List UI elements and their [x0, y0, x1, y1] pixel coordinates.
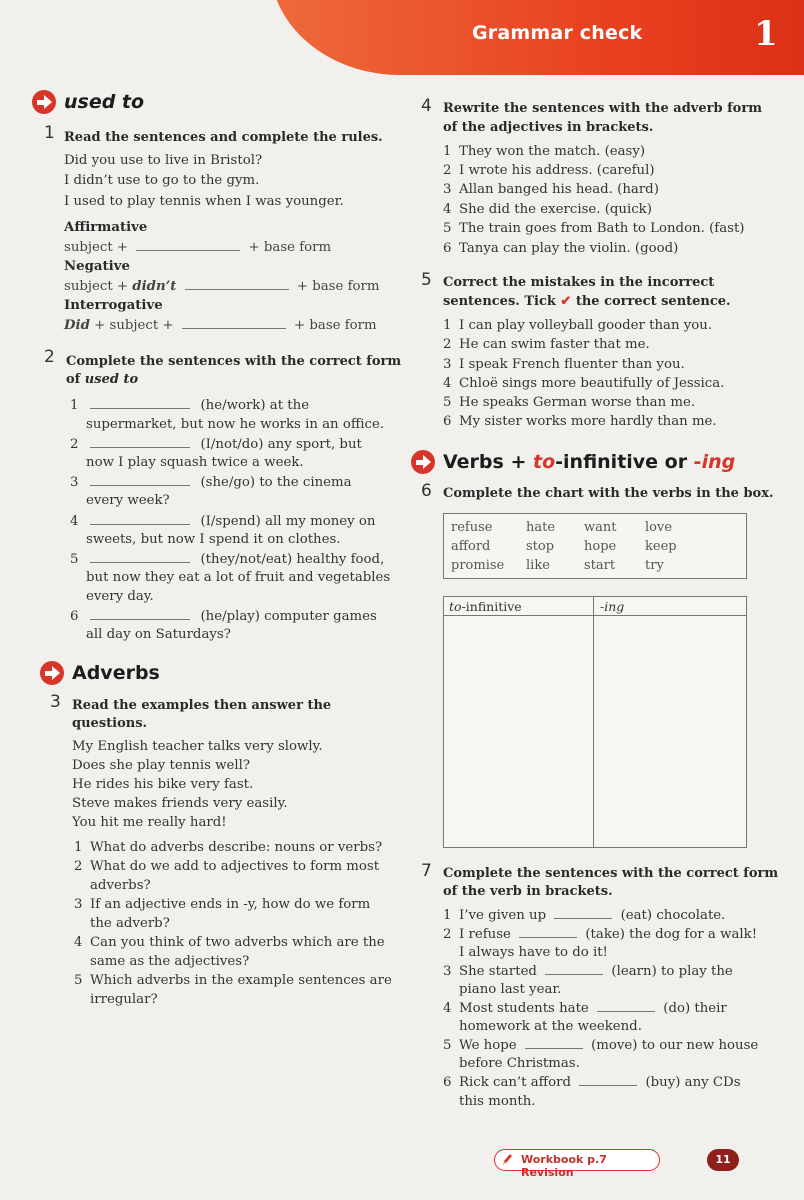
list-item: 4 Can you think of two adverbs which are the [74, 935, 385, 950]
page-title: Grammar check [472, 22, 643, 44]
list-item: 5 (they/not/eat) healthy food, [70, 552, 385, 567]
list-item: 2 What do we add to adjectives to form most [74, 859, 380, 874]
answer-blank[interactable] [525, 1037, 583, 1049]
list-item-cont: every week? [86, 493, 170, 508]
list-item-cont: homework at the weekend. [459, 1019, 642, 1034]
verb-word[interactable]: promise [451, 558, 505, 573]
example-line: You hit me really hard! [72, 815, 227, 830]
verb-box [443, 513, 747, 579]
answer-blank[interactable] [554, 907, 612, 919]
example-line: I used to play tennis when I was younger. [64, 194, 344, 209]
question-number: 2 [44, 347, 55, 367]
tick-icon: ✔ [560, 294, 572, 309]
unit-number: 1 [754, 14, 778, 54]
question-instruction: Correct the mistakes in the incorrect [443, 275, 715, 290]
list-item: 6 My sister works more hardly than me. [443, 414, 717, 429]
list-item: 1 They won the match. (easy) [443, 144, 646, 159]
verb-word[interactable]: love [645, 520, 673, 535]
list-item: 3 If an adjective ends in -y, how do we form [74, 897, 371, 912]
list-item: 1 I’ve given up (eat) chocolate. [443, 908, 726, 923]
example-line: My English teacher talks very slowly. [72, 739, 323, 754]
example-line: Did you use to live in Bristol? [64, 153, 263, 168]
question-instruction: Read the examples then answer the [72, 698, 332, 713]
verb-word[interactable]: want [584, 520, 617, 535]
question-instruction: sentences. Tick ✔ the correct sentence. [443, 294, 731, 309]
list-item: 4 She did the exercise. (quick) [443, 202, 652, 217]
list-item-cont: before Christmas. [459, 1056, 580, 1071]
list-item-cont: but now they eat a lot of fruit and vegetables [86, 570, 391, 585]
question-instruction: Complete the sentences with the correct form [66, 354, 402, 369]
rule-affirmative: subject + + base form [64, 240, 332, 255]
answer-blank[interactable] [182, 317, 286, 329]
answer-blank[interactable] [90, 551, 190, 563]
arrow-icon [411, 450, 435, 474]
list-item: 6 (he/play) computer games [70, 609, 377, 624]
answer-blank[interactable] [90, 474, 190, 486]
list-item: 5 He speaks German worse than me. [443, 395, 696, 410]
list-item: 1 (he/work) at the [70, 398, 310, 413]
question-number: 6 [421, 481, 432, 501]
list-item-cont: irregular? [90, 992, 158, 1007]
verb-chart-table [443, 596, 747, 848]
workbook-reference[interactable]: Workbook p.7 Revision [494, 1149, 660, 1171]
chart-cell-ing[interactable] [594, 617, 747, 848]
list-item: 4 (I/spend) all my money on [70, 514, 376, 529]
list-item: 4 Chloë sings more beautifully of Jessica. [443, 376, 725, 391]
verb-word[interactable]: afford [451, 539, 491, 554]
list-item: 4 Most students hate (do) their [443, 1001, 727, 1016]
list-item: 5 The train goes from Bath to London. (fast) [443, 221, 745, 236]
question-instruction: of the verb in brackets. [443, 884, 613, 899]
list-item-cont: I always have to do it! [459, 945, 608, 960]
answer-blank[interactable] [579, 1074, 637, 1086]
section-heading-verbs: Verbs + to -infinitive or -ing [411, 450, 735, 474]
example-line: He rides his bike very fast. [72, 777, 254, 792]
arrow-icon [40, 661, 64, 685]
list-item: 3 (she/go) to the cinema [70, 475, 352, 490]
question-number: 4 [421, 96, 432, 116]
verb-word[interactable]: stop [526, 539, 555, 554]
list-item: 6 Rick can’t afford (buy) any CDs [443, 1075, 741, 1090]
list-item-cont: piano last year. [459, 982, 562, 997]
list-item-cont: every day. [86, 589, 154, 604]
verb-word[interactable]: start [584, 558, 616, 573]
list-item: 6 Tanya can play the violin. (good) [443, 241, 679, 256]
rule-label-negative: Negative [64, 259, 130, 274]
list-item: 2 (I/not/do) any sport, but [70, 437, 362, 452]
answer-blank[interactable] [519, 926, 577, 938]
verb-word[interactable]: hate [526, 520, 556, 535]
page-number: 11 [707, 1149, 739, 1171]
answer-blank[interactable] [136, 239, 240, 251]
question-instruction: of used to [66, 372, 139, 387]
verb-word[interactable]: refuse [451, 520, 493, 535]
list-item-cont: all day on Saturdays? [86, 627, 231, 642]
list-item-cont: sweets, but now I spend it on clothes. [86, 532, 341, 547]
rule-negative: subject + didn’t + base form [64, 279, 380, 294]
rule-label-affirmative: Affirmative [64, 220, 148, 235]
list-item: 3 She started (learn) to play the [443, 964, 733, 979]
question-instruction: questions. [72, 716, 148, 731]
example-line: I didn’t use to go to the gym. [64, 173, 260, 188]
verb-word[interactable]: try [645, 558, 664, 573]
list-item: 3 Allan banged his head. (hard) [443, 182, 659, 197]
list-item-cont: the adverb? [90, 916, 170, 931]
list-item: 2 I wrote his address. (careful) [443, 163, 655, 178]
list-item-cont: same as the adjectives? [90, 954, 250, 969]
verb-word[interactable]: like [526, 558, 550, 573]
question-instruction: Read the sentences and complete the rules. [64, 130, 383, 145]
chart-cell-to-infinitive[interactable] [444, 617, 593, 848]
list-item-cont: now I play squash twice a week. [86, 455, 304, 470]
verb-word[interactable]: keep [645, 539, 677, 554]
question-number: 1 [44, 123, 55, 143]
pencil-icon [501, 1153, 513, 1167]
list-item: 1 What do adverbs describe: nouns or verbs? [74, 840, 383, 855]
section-heading-adverbs: Adverbs [40, 661, 160, 685]
question-instruction: of the adjectives in brackets. [443, 120, 654, 135]
question-instruction: Complete the chart with the verbs in the box. [443, 486, 774, 501]
list-item-cont: adverbs? [90, 878, 151, 893]
chart-header-to-infinitive: to-infinitive [449, 599, 522, 614]
list-item: 3 I speak French fluenter than you. [443, 357, 685, 372]
answer-blank[interactable] [185, 278, 289, 290]
arrow-icon [32, 90, 56, 114]
list-item-cont: this month. [459, 1094, 536, 1109]
verb-word[interactable]: hope [584, 539, 617, 554]
answer-blank[interactable] [90, 513, 190, 525]
answer-blank[interactable] [90, 608, 190, 620]
chart-header-ing: -ing [600, 599, 625, 614]
answer-blank[interactable] [90, 436, 190, 448]
list-item-cont: supermarket, but now he works in an office. [86, 417, 385, 432]
question-number: 5 [421, 270, 432, 290]
rule-interrogative: Did + subject + + base form [64, 318, 377, 333]
answer-blank[interactable] [90, 397, 190, 409]
answer-blank[interactable] [545, 963, 603, 975]
list-item: 5 We hope (move) to our new house [443, 1038, 759, 1053]
list-item: 1 I can play volleyball gooder than you. [443, 318, 713, 333]
rule-label-interrogative: Interrogative [64, 298, 163, 313]
question-instruction: Rewrite the sentences with the adverb form [443, 101, 762, 116]
list-item: 5 Which adverbs in the example sentences are [74, 973, 392, 988]
example-line: Steve makes friends very easily. [72, 796, 288, 811]
list-item: 2 I refuse (take) the dog for a walk! [443, 927, 758, 942]
list-item: 2 He can swim faster that me. [443, 337, 650, 352]
example-line: Does she play tennis well? [72, 758, 251, 773]
answer-blank[interactable] [597, 1000, 655, 1012]
section-heading-used-to: used to [32, 90, 144, 114]
question-number: 3 [50, 692, 61, 712]
question-number: 7 [421, 861, 432, 881]
question-instruction: Complete the sentences with the correct form [443, 866, 779, 881]
